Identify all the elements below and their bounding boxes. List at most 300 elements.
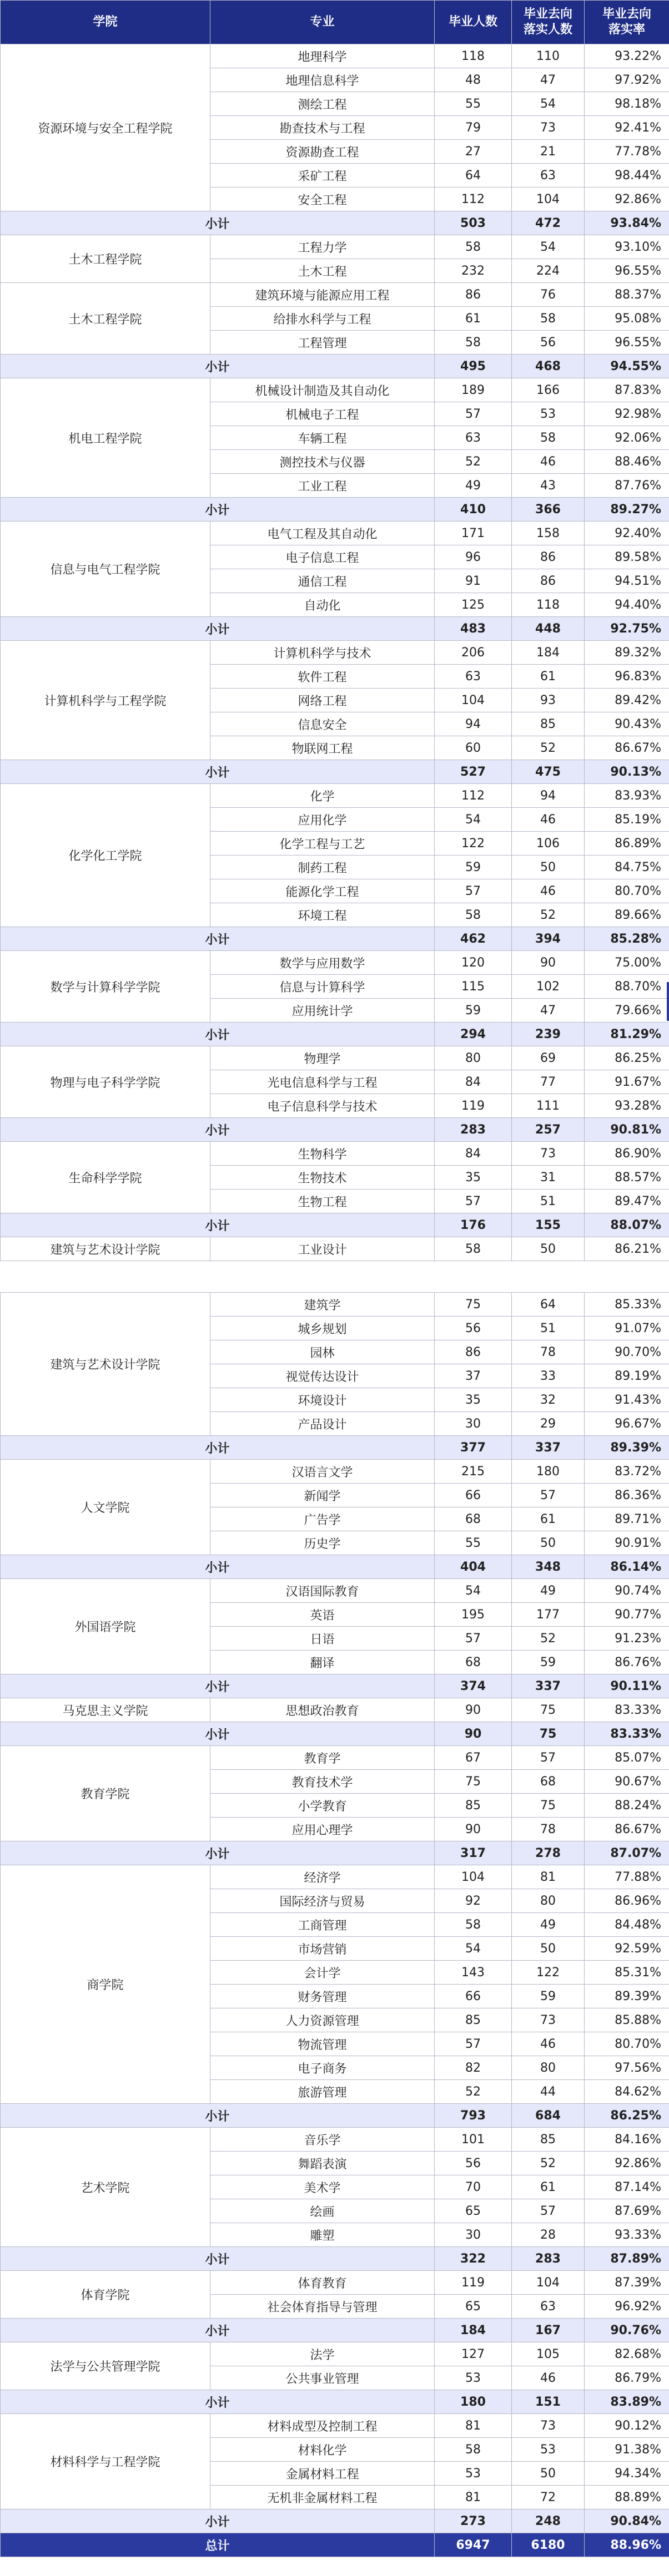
subtotal-placed: 248 bbox=[512, 2509, 585, 2533]
placed-cell: 33 bbox=[512, 1364, 585, 1388]
placed-cell: 51 bbox=[512, 1190, 585, 1213]
graduates-cell: 54 bbox=[435, 1937, 512, 1961]
major-cell: 绘画 bbox=[210, 2199, 435, 2223]
subtotal-graduates: 283 bbox=[435, 1118, 512, 1142]
graduates-cell: 90 bbox=[435, 1698, 512, 1722]
college-cell: 外国语学院 bbox=[1, 1579, 210, 1674]
rate-cell: 89.32% bbox=[585, 641, 669, 665]
rate-cell: 92.06% bbox=[585, 426, 669, 450]
subtotal-placed: 239 bbox=[512, 1023, 585, 1046]
placed-cell: 85 bbox=[512, 712, 585, 736]
rate-cell: 87.69% bbox=[585, 2199, 669, 2223]
total-placed: 6180 bbox=[512, 2533, 585, 2557]
rate-cell: 92.41% bbox=[585, 116, 669, 140]
rate-cell: 89.58% bbox=[585, 545, 669, 569]
subtotal-rate: 90.76% bbox=[585, 2319, 669, 2342]
rate-cell: 89.66% bbox=[585, 903, 669, 927]
graduates-cell: 53 bbox=[435, 2462, 512, 2486]
placed-cell: 69 bbox=[512, 1046, 585, 1070]
placed-cell: 46 bbox=[512, 450, 585, 474]
rate-cell: 85.33% bbox=[585, 1293, 669, 1317]
table-row bbox=[1, 2414, 669, 2438]
subtotal-row bbox=[1, 2319, 669, 2342]
graduates-cell: 57 bbox=[435, 879, 512, 903]
graduates-cell: 68 bbox=[435, 1651, 512, 1674]
rate-cell: 87.39% bbox=[585, 2271, 669, 2295]
college-cell: 数学与计算科学学院 bbox=[1, 951, 210, 1023]
placed-cell: 58 bbox=[512, 426, 585, 450]
table-row bbox=[1, 522, 669, 545]
placed-cell: 46 bbox=[512, 2366, 585, 2390]
major-cell: 数学与应用数学 bbox=[210, 951, 435, 975]
rate-cell: 97.92% bbox=[585, 68, 669, 92]
college-cell: 商学院 bbox=[1, 1865, 210, 2104]
placed-cell: 102 bbox=[512, 975, 585, 999]
graduates-cell: 54 bbox=[435, 808, 512, 832]
table-row bbox=[1, 235, 669, 259]
rate-cell: 88.70% bbox=[585, 975, 669, 999]
graduates-cell: 48 bbox=[435, 68, 512, 92]
rate-cell: 84.48% bbox=[585, 1913, 669, 1937]
subtotal-row bbox=[1, 2104, 669, 2128]
major-cell: 化学工程与工艺 bbox=[210, 832, 435, 856]
major-cell: 安全工程 bbox=[210, 188, 435, 211]
placed-cell: 58 bbox=[512, 307, 585, 331]
subtotal-label: 小计 bbox=[1, 355, 435, 378]
college-cell: 信息与电气工程学院 bbox=[1, 522, 210, 617]
graduates-cell: 30 bbox=[435, 1412, 512, 1436]
subtotal-placed: 278 bbox=[512, 1841, 585, 1865]
major-cell: 建筑学 bbox=[210, 1293, 435, 1317]
graduates-cell: 57 bbox=[435, 2032, 512, 2056]
major-cell: 应用心理学 bbox=[210, 1818, 435, 1841]
subtotal-row bbox=[1, 498, 669, 522]
rate-cell: 85.07% bbox=[585, 1746, 669, 1770]
subtotal-label: 小计 bbox=[1, 1213, 435, 1237]
rate-cell: 87.14% bbox=[585, 2175, 669, 2199]
subtotal-graduates: 404 bbox=[435, 1555, 512, 1579]
graduates-cell: 195 bbox=[435, 1603, 512, 1627]
major-cell: 工程管理 bbox=[210, 331, 435, 355]
subtotal-placed: 167 bbox=[512, 2319, 585, 2342]
table-row bbox=[1, 2128, 669, 2152]
subtotal-rate: 90.11% bbox=[585, 1674, 669, 1698]
subtotal-label: 小计 bbox=[1, 211, 435, 235]
graduates-cell: 80 bbox=[435, 1046, 512, 1070]
placed-cell: 50 bbox=[512, 856, 585, 879]
table-row bbox=[1, 2271, 669, 2295]
rate-cell: 88.89% bbox=[585, 2486, 669, 2509]
major-cell: 软件工程 bbox=[210, 665, 435, 689]
subtotal-placed: 337 bbox=[512, 1674, 585, 1698]
college-cell: 马克思主义学院 bbox=[1, 1698, 210, 1722]
table-row bbox=[1, 1746, 669, 1770]
table-row bbox=[1, 1142, 669, 1166]
major-cell: 环境设计 bbox=[210, 1388, 435, 1412]
rate-cell: 89.42% bbox=[585, 689, 669, 712]
graduates-cell: 63 bbox=[435, 665, 512, 689]
graduates-cell: 119 bbox=[435, 1094, 512, 1118]
placed-cell: 90 bbox=[512, 951, 585, 975]
graduates-cell: 79 bbox=[435, 116, 512, 140]
placed-cell: 158 bbox=[512, 522, 585, 545]
placed-cell: 54 bbox=[512, 235, 585, 259]
graduates-cell: 94 bbox=[435, 712, 512, 736]
subtotal-row bbox=[1, 1023, 669, 1046]
rate-cell: 85.88% bbox=[585, 2008, 669, 2032]
major-cell: 雕塑 bbox=[210, 2223, 435, 2247]
graduates-cell: 57 bbox=[435, 1190, 512, 1213]
graduates-cell: 84 bbox=[435, 1070, 512, 1094]
graduates-cell: 112 bbox=[435, 784, 512, 808]
college-cell: 资源环境与安全工程学院 bbox=[1, 44, 210, 211]
subtotal-graduates: 793 bbox=[435, 2104, 512, 2128]
placed-cell: 52 bbox=[512, 1627, 585, 1651]
major-cell: 教育技术学 bbox=[210, 1770, 435, 1794]
placed-cell: 49 bbox=[512, 1913, 585, 1937]
subtotal-graduates: 410 bbox=[435, 498, 512, 522]
graduates-cell: 86 bbox=[435, 283, 512, 307]
placed-cell: 177 bbox=[512, 1603, 585, 1627]
major-cell: 工业工程 bbox=[210, 474, 435, 498]
placed-cell: 110 bbox=[512, 44, 585, 68]
major-cell: 测控技术与仪器 bbox=[210, 450, 435, 474]
graduates-cell: 112 bbox=[435, 188, 512, 211]
subtotal-label: 小计 bbox=[1, 1841, 435, 1865]
table-row bbox=[1, 1865, 669, 1889]
graduates-cell: 82 bbox=[435, 2056, 512, 2080]
graduates-cell: 49 bbox=[435, 474, 512, 498]
placed-cell: 106 bbox=[512, 832, 585, 856]
placed-cell: 52 bbox=[512, 903, 585, 927]
rate-cell: 79.66% bbox=[585, 999, 669, 1023]
major-cell: 产品设计 bbox=[210, 1412, 435, 1436]
subtotal-row bbox=[1, 617, 669, 641]
placed-cell: 32 bbox=[512, 1388, 585, 1412]
table-row bbox=[1, 951, 669, 975]
rate-cell: 86.25% bbox=[585, 1046, 669, 1070]
college-cell: 建筑与艺术设计学院 bbox=[1, 1293, 210, 1436]
major-cell: 电子商务 bbox=[210, 2056, 435, 2080]
graduates-cell: 58 bbox=[435, 2438, 512, 2462]
major-cell: 材料化学 bbox=[210, 2438, 435, 2462]
major-cell: 电气工程及其自动化 bbox=[210, 522, 435, 545]
placed-cell: 180 bbox=[512, 1460, 585, 1484]
header-text: 毕业人数 bbox=[448, 15, 497, 29]
major-cell: 金属材料工程 bbox=[210, 2462, 435, 2486]
placed-cell: 85 bbox=[512, 2128, 585, 2152]
subtotal-rate: 87.07% bbox=[585, 1841, 669, 1865]
employment-table-part-1 bbox=[0, 0, 669, 1261]
rate-cell: 97.56% bbox=[585, 2056, 669, 2080]
rate-cell: 88.46% bbox=[585, 450, 669, 474]
placed-cell: 75 bbox=[512, 1698, 585, 1722]
major-cell: 财务管理 bbox=[210, 1985, 435, 2008]
subtotal-rate: 86.14% bbox=[585, 1555, 669, 1579]
rate-cell: 90.74% bbox=[585, 1579, 669, 1603]
major-cell: 电子信息科学与技术 bbox=[210, 1094, 435, 1118]
major-cell: 信息与计算科学 bbox=[210, 975, 435, 999]
subtotal-graduates: 462 bbox=[435, 927, 512, 951]
major-cell: 土木工程 bbox=[210, 259, 435, 283]
major-cell: 工程力学 bbox=[210, 235, 435, 259]
graduates-cell: 30 bbox=[435, 2223, 512, 2247]
placed-cell: 44 bbox=[512, 2080, 585, 2104]
table-row bbox=[1, 44, 669, 68]
graduates-cell: 57 bbox=[435, 1627, 512, 1651]
placed-cell: 43 bbox=[512, 474, 585, 498]
rate-cell: 91.43% bbox=[585, 1388, 669, 1412]
college-cell: 法学与公共管理学院 bbox=[1, 2342, 210, 2390]
rate-cell: 84.75% bbox=[585, 856, 669, 879]
graduates-cell: 63 bbox=[435, 426, 512, 450]
rate-cell: 89.39% bbox=[585, 1985, 669, 2008]
rate-cell: 88.24% bbox=[585, 1794, 669, 1818]
major-cell: 园林 bbox=[210, 1340, 435, 1364]
header-text: 专业 bbox=[310, 15, 335, 29]
placed-cell: 47 bbox=[512, 999, 585, 1023]
subtotal-rate: 90.84% bbox=[585, 2509, 669, 2533]
subtotal-row bbox=[1, 2390, 669, 2414]
graduates-cell: 120 bbox=[435, 951, 512, 975]
major-cell: 资源勘查工程 bbox=[210, 140, 435, 164]
graduates-cell: 122 bbox=[435, 832, 512, 856]
major-cell: 汉语国际教育 bbox=[210, 1579, 435, 1603]
rate-cell: 75.00% bbox=[585, 951, 669, 975]
rate-cell: 96.67% bbox=[585, 1412, 669, 1436]
major-cell: 工商管理 bbox=[210, 1913, 435, 1937]
subtotal-label: 小计 bbox=[1, 1436, 435, 1460]
graduates-cell: 58 bbox=[435, 903, 512, 927]
placed-cell: 64 bbox=[512, 1293, 585, 1317]
table-row bbox=[1, 1460, 669, 1484]
major-cell: 公共事业管理 bbox=[210, 2366, 435, 2390]
table-row bbox=[1, 1698, 669, 1722]
header-text: 落实率 bbox=[608, 23, 645, 37]
rate-cell: 84.16% bbox=[585, 2128, 669, 2152]
graduates-cell: 143 bbox=[435, 1961, 512, 1985]
placed-cell: 28 bbox=[512, 2223, 585, 2247]
header-cell bbox=[585, 1, 669, 44]
subtotal-placed: 155 bbox=[512, 1213, 585, 1237]
graduates-cell: 206 bbox=[435, 641, 512, 665]
major-cell: 物联网工程 bbox=[210, 736, 435, 760]
subtotal-placed: 151 bbox=[512, 2390, 585, 2414]
major-cell: 机械电子工程 bbox=[210, 402, 435, 426]
major-cell: 音乐学 bbox=[210, 2128, 435, 2152]
graduates-cell: 53 bbox=[435, 2366, 512, 2390]
graduates-cell: 90 bbox=[435, 1818, 512, 1841]
rate-cell: 90.77% bbox=[585, 1603, 669, 1627]
major-cell: 法学 bbox=[210, 2342, 435, 2366]
subtotal-row bbox=[1, 2509, 669, 2533]
subtotal-row bbox=[1, 1841, 669, 1865]
subtotal-placed: 448 bbox=[512, 617, 585, 641]
placed-cell: 63 bbox=[512, 2295, 585, 2319]
subtotal-rate: 85.28% bbox=[585, 927, 669, 951]
graduates-cell: 85 bbox=[435, 2008, 512, 2032]
placed-cell: 47 bbox=[512, 68, 585, 92]
subtotal-label: 小计 bbox=[1, 760, 435, 784]
rate-cell: 91.67% bbox=[585, 1070, 669, 1094]
graduates-cell: 215 bbox=[435, 1460, 512, 1484]
subtotal-label: 小计 bbox=[1, 927, 435, 951]
rate-cell: 90.67% bbox=[585, 1770, 669, 1794]
graduates-cell: 125 bbox=[435, 593, 512, 617]
rate-cell: 96.55% bbox=[585, 331, 669, 355]
rate-cell: 89.71% bbox=[585, 1507, 669, 1531]
subtotal-graduates: 317 bbox=[435, 1841, 512, 1865]
rate-cell: 86.67% bbox=[585, 736, 669, 760]
subtotal-label: 小计 bbox=[1, 1555, 435, 1579]
table-row bbox=[1, 1046, 669, 1070]
graduates-cell: 115 bbox=[435, 975, 512, 999]
major-cell: 生物技术 bbox=[210, 1166, 435, 1190]
graduates-cell: 232 bbox=[435, 259, 512, 283]
subtotal-row bbox=[1, 1213, 669, 1237]
college-cell: 生命科学学院 bbox=[1, 1142, 210, 1213]
graduates-cell: 66 bbox=[435, 1484, 512, 1507]
rate-cell: 93.22% bbox=[585, 44, 669, 68]
placed-cell: 93 bbox=[512, 689, 585, 712]
subtotal-rate: 88.07% bbox=[585, 1213, 669, 1237]
graduates-cell: 101 bbox=[435, 2128, 512, 2152]
rate-cell: 85.19% bbox=[585, 808, 669, 832]
subtotal-row bbox=[1, 927, 669, 951]
graduates-cell: 55 bbox=[435, 1531, 512, 1555]
placed-cell: 76 bbox=[512, 283, 585, 307]
graduates-cell: 85 bbox=[435, 1794, 512, 1818]
graduates-cell: 56 bbox=[435, 1317, 512, 1340]
subtotal-row bbox=[1, 1436, 669, 1460]
graduates-cell: 54 bbox=[435, 1579, 512, 1603]
rate-cell: 92.59% bbox=[585, 1937, 669, 1961]
rate-cell: 86.76% bbox=[585, 1651, 669, 1674]
graduates-cell: 64 bbox=[435, 164, 512, 188]
major-cell: 广告学 bbox=[210, 1507, 435, 1531]
rate-cell: 85.31% bbox=[585, 1961, 669, 1985]
header-text: 毕业去向 bbox=[523, 7, 572, 21]
major-cell: 工业设计 bbox=[210, 1237, 435, 1261]
major-cell: 建筑环境与能源应用工程 bbox=[210, 283, 435, 307]
rate-cell: 92.86% bbox=[585, 188, 669, 211]
placed-cell: 59 bbox=[512, 1651, 585, 1674]
subtotal-graduates: 527 bbox=[435, 760, 512, 784]
college-cell: 艺术学院 bbox=[1, 2128, 210, 2247]
placed-cell: 111 bbox=[512, 1094, 585, 1118]
subtotal-label: 小计 bbox=[1, 1023, 435, 1046]
rate-cell: 96.83% bbox=[585, 665, 669, 689]
placed-cell: 56 bbox=[512, 331, 585, 355]
major-cell: 自动化 bbox=[210, 593, 435, 617]
subtotal-label: 小计 bbox=[1, 498, 435, 522]
rate-cell: 86.67% bbox=[585, 1818, 669, 1841]
rate-cell: 95.08% bbox=[585, 307, 669, 331]
subtotal-rate: 94.55% bbox=[585, 355, 669, 378]
subtotal-placed: 394 bbox=[512, 927, 585, 951]
table-row bbox=[1, 784, 669, 808]
rate-cell: 89.19% bbox=[585, 1364, 669, 1388]
placed-cell: 73 bbox=[512, 116, 585, 140]
graduates-cell: 119 bbox=[435, 2271, 512, 2295]
placed-cell: 54 bbox=[512, 92, 585, 116]
subtotal-placed: 337 bbox=[512, 1436, 585, 1460]
major-cell: 人力资源管理 bbox=[210, 2008, 435, 2032]
placed-cell: 68 bbox=[512, 1770, 585, 1794]
college-cell: 材料科学与工程学院 bbox=[1, 2414, 210, 2509]
header-cell bbox=[512, 1, 585, 44]
placed-cell: 94 bbox=[512, 784, 585, 808]
total-rate: 88.96% bbox=[585, 2533, 669, 2557]
major-cell: 网络工程 bbox=[210, 689, 435, 712]
college-cell: 化学化工学院 bbox=[1, 784, 210, 927]
rate-cell: 87.83% bbox=[585, 378, 669, 402]
graduates-cell: 58 bbox=[435, 1237, 512, 1261]
graduates-cell: 52 bbox=[435, 450, 512, 474]
graduates-cell: 75 bbox=[435, 1293, 512, 1317]
major-cell: 翻译 bbox=[210, 1651, 435, 1674]
major-cell: 日语 bbox=[210, 1627, 435, 1651]
rate-cell: 89.47% bbox=[585, 1190, 669, 1213]
placed-cell: 31 bbox=[512, 1166, 585, 1190]
subtotal-graduates: 503 bbox=[435, 211, 512, 235]
college-cell: 体育学院 bbox=[1, 2271, 210, 2319]
major-cell: 通信工程 bbox=[210, 569, 435, 593]
rate-cell: 94.40% bbox=[585, 593, 669, 617]
major-cell: 旅游管理 bbox=[210, 2080, 435, 2104]
graduates-cell: 35 bbox=[435, 1166, 512, 1190]
rate-cell: 93.10% bbox=[585, 235, 669, 259]
header-row bbox=[1, 1, 669, 44]
major-cell: 勘查技术与工程 bbox=[210, 116, 435, 140]
rate-cell: 91.23% bbox=[585, 1627, 669, 1651]
header-text: 落实人数 bbox=[523, 23, 572, 37]
major-cell: 计算机科学与技术 bbox=[210, 641, 435, 665]
total-graduates: 6947 bbox=[435, 2533, 512, 2557]
major-cell: 光电信息科学与工程 bbox=[210, 1070, 435, 1094]
subtotal-placed: 366 bbox=[512, 498, 585, 522]
placed-cell: 57 bbox=[512, 2199, 585, 2223]
placed-cell: 80 bbox=[512, 2056, 585, 2080]
rate-cell: 88.57% bbox=[585, 1166, 669, 1190]
subtotal-placed: 684 bbox=[512, 2104, 585, 2128]
graduates-cell: 92 bbox=[435, 1889, 512, 1913]
placed-cell: 73 bbox=[512, 1142, 585, 1166]
subtotal-rate: 83.89% bbox=[585, 2390, 669, 2414]
rate-cell: 83.33% bbox=[585, 1698, 669, 1722]
rate-cell: 77.88% bbox=[585, 1865, 669, 1889]
rate-cell: 77.78% bbox=[585, 140, 669, 164]
rate-cell: 84.62% bbox=[585, 2080, 669, 2104]
subtotal-rate: 90.13% bbox=[585, 760, 669, 784]
placed-cell: 77 bbox=[512, 1070, 585, 1094]
subtotal-row bbox=[1, 211, 669, 235]
subtotal-graduates: 90 bbox=[435, 1722, 512, 1746]
rate-cell: 86.96% bbox=[585, 1889, 669, 1913]
graduates-cell: 66 bbox=[435, 1985, 512, 2008]
employment-table-part-2 bbox=[0, 1292, 669, 2557]
rate-cell: 98.44% bbox=[585, 164, 669, 188]
rate-cell: 88.37% bbox=[585, 283, 669, 307]
header-cell bbox=[435, 1, 512, 44]
placed-cell: 61 bbox=[512, 665, 585, 689]
graduates-cell: 127 bbox=[435, 2342, 512, 2366]
placed-cell: 224 bbox=[512, 259, 585, 283]
major-cell: 地理信息科学 bbox=[210, 68, 435, 92]
subtotal-graduates: 377 bbox=[435, 1436, 512, 1460]
graduates-cell: 58 bbox=[435, 1913, 512, 1937]
major-cell: 化学 bbox=[210, 784, 435, 808]
